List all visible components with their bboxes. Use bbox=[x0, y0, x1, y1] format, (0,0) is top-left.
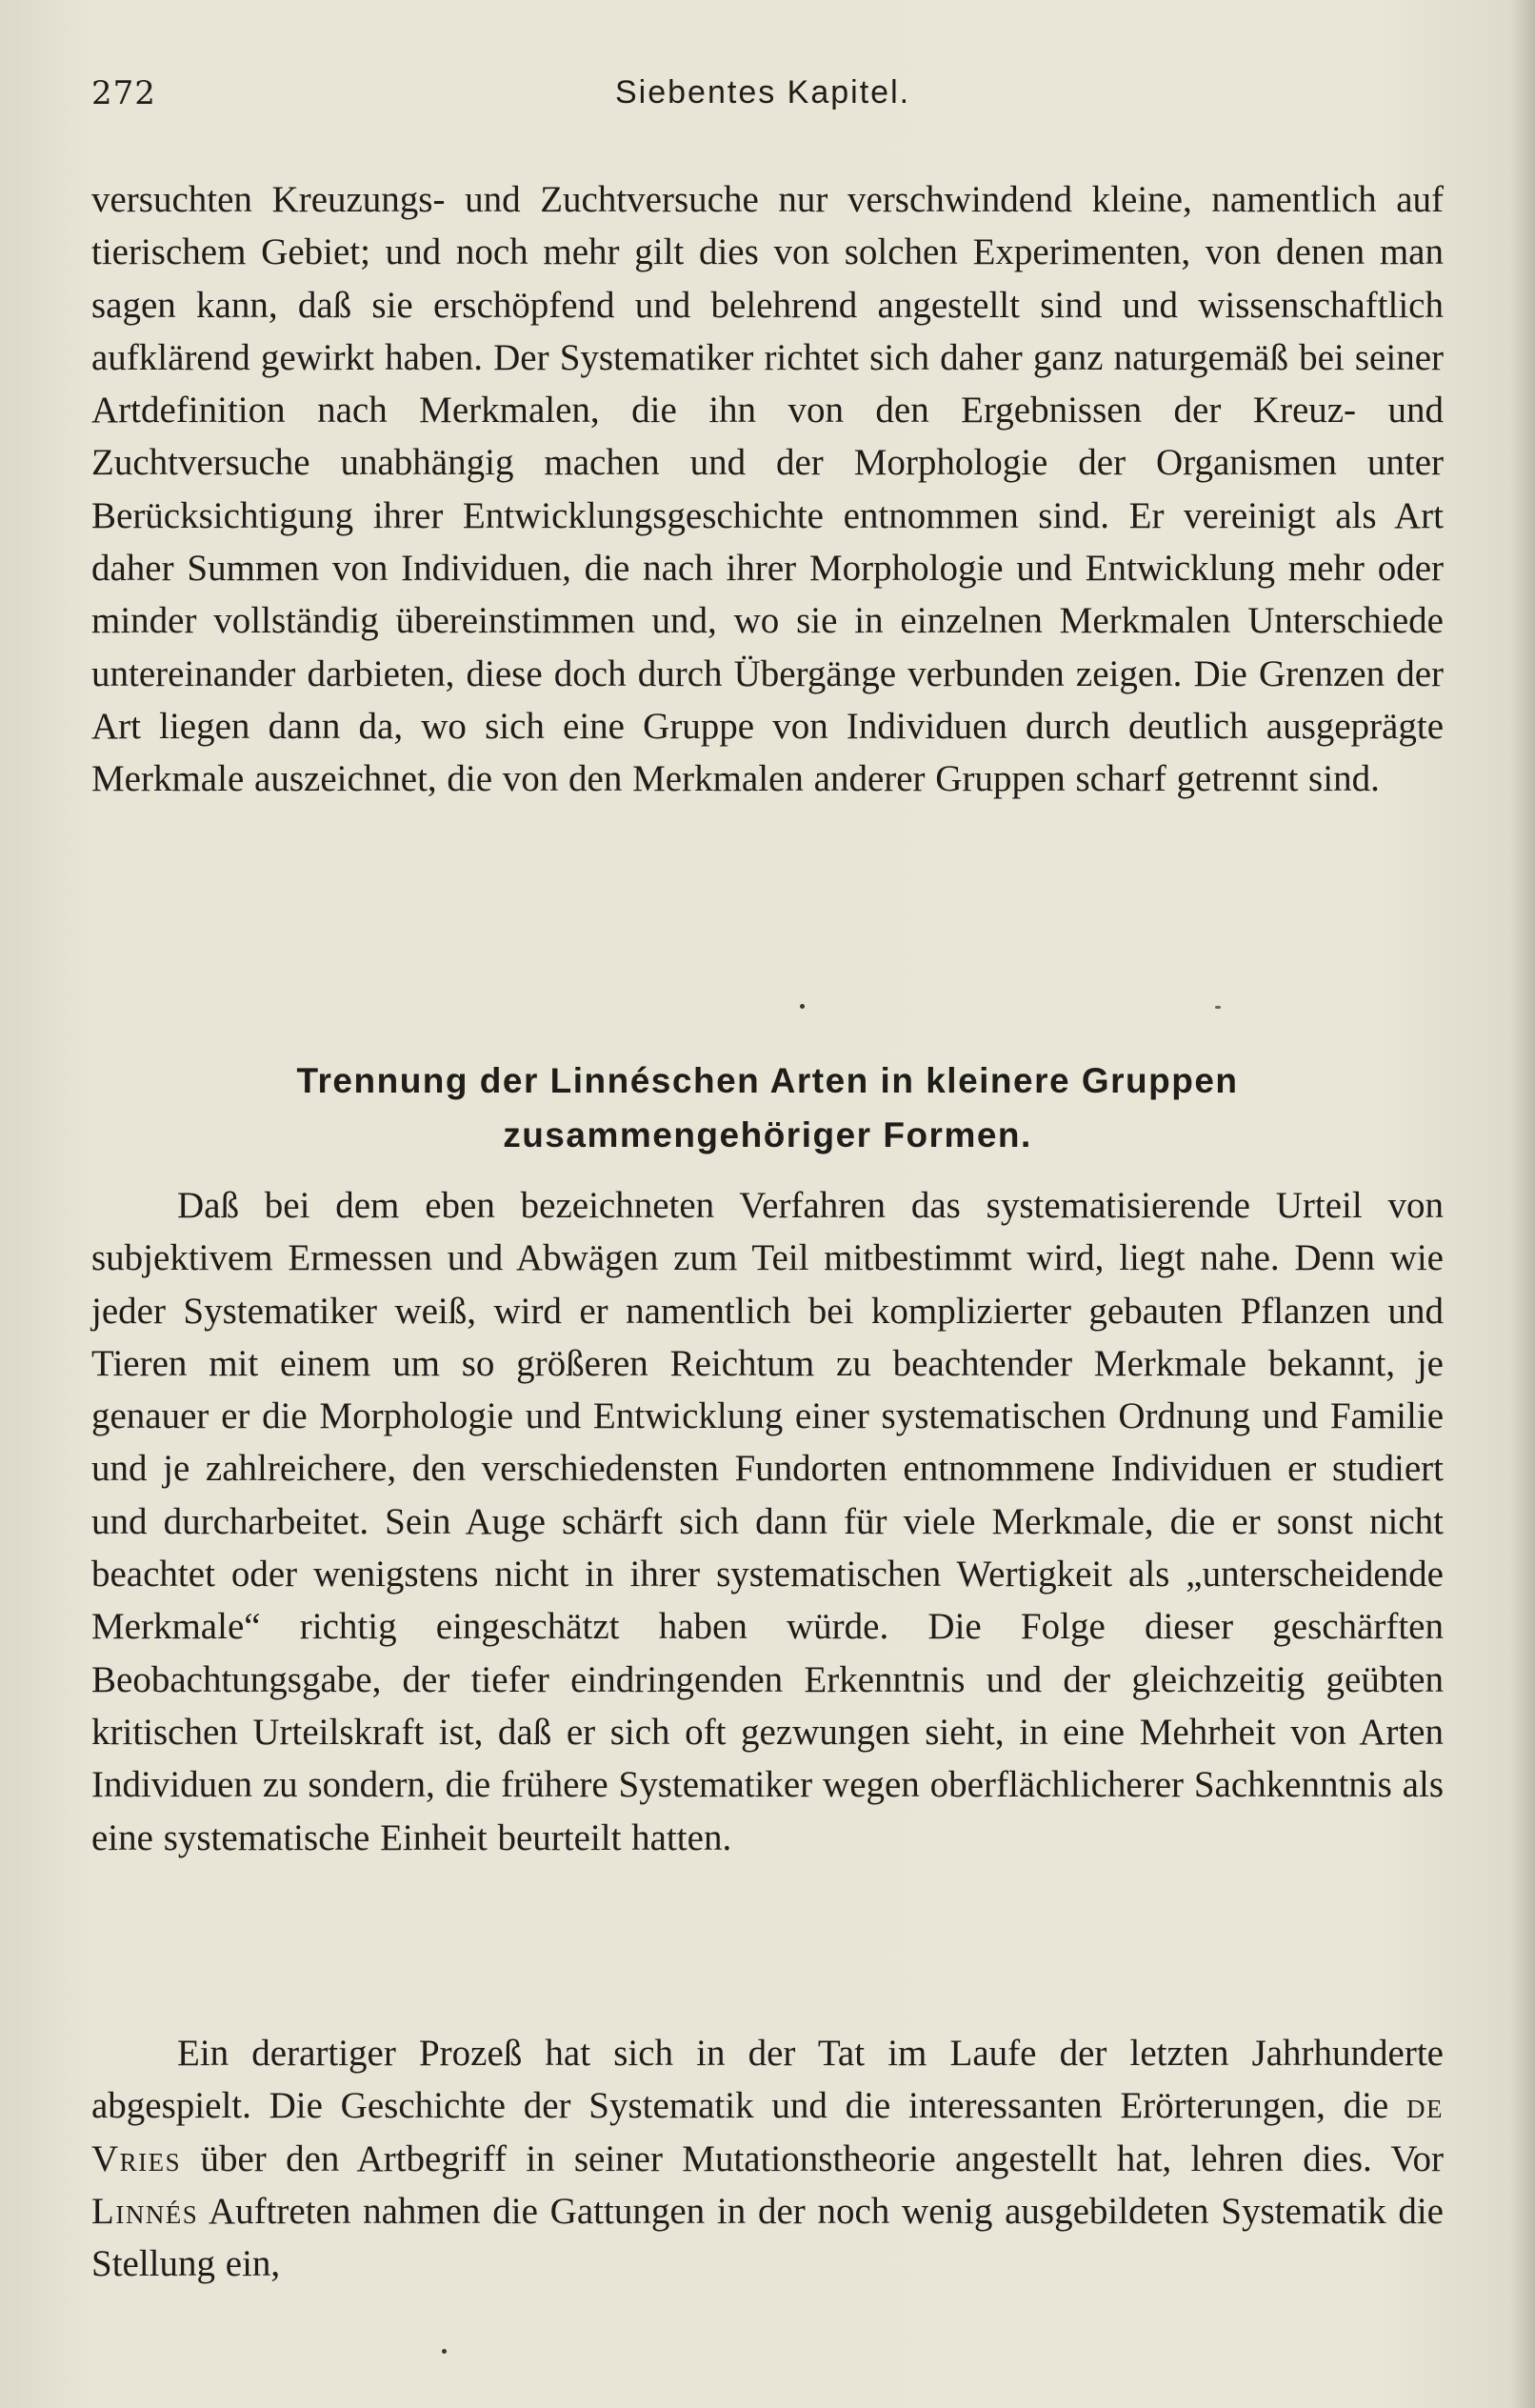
chapter-title: Siebentes Kapitel. bbox=[615, 74, 911, 110]
section-heading bbox=[91, 1054, 1444, 1162]
print-speck bbox=[442, 2349, 447, 2354]
print-speck bbox=[1215, 1006, 1221, 1009]
paragraph-3-text-1: Ein derartiger Prozeß hat sich in der Tat im Laufe der letzten Jahrhunderte abgespielt. Die Geschichte der Systematik und die interessanten Erörterungen, die bbox=[91, 2033, 1444, 2127]
section-heading-line-1: Trennung der Linnéschen Arten in kleinere Gruppen bbox=[296, 1061, 1239, 1100]
paragraph-3 bbox=[91, 2027, 1444, 2290]
page-edge-shadow bbox=[1510, 0, 1535, 2408]
paragraph-3-text-3: Auftreten nahmen die Gattungen in der noch wenig ausgebildeten Systematik die Stellung ein, bbox=[91, 2190, 1444, 2285]
print-speck bbox=[800, 1004, 805, 1009]
section-heading-line-2: zusammengehöriger Formen. bbox=[503, 1115, 1032, 1154]
author-name-linne: Linnés bbox=[91, 2190, 199, 2232]
page-number: 272 bbox=[91, 74, 156, 112]
paragraph-1: versuchten Kreuzungs- und Zuchtversuche nur verschwindend kleine, namentlich auf tierischem Gebiet; und noch mehr gilt dies von solchen Experimenten, von denen man sagen kann, daß sie erschöpfend und belehrend angestellt sind und wissenschaftlich aufklärend gewirkt haben. Der Systematiker richtet sich daher ganz naturgemäß bei seiner Artdefinition nach Merkmalen, die ihn von den Ergebnissen der Kreuz- und Zuchtversuche unabhängig machen und der Morphologie der Organismen unter Berücksichtigung ihrer Entwicklungsgeschichte entnommen sind. Er vereinigt als Art daher Summen von Individuen, die nach ihrer Morphologie und Entwicklung mehr oder minder vollständig übereinstimmen und, wo sie in einzelnen Merkmalen Unterschiede untereinander darbieten, diese doch durch Übergänge verbunden zeigen. Die Grenzen der Art liegen dann da, wo sich eine Gruppe von Individuen durch deutlich ausgeprägte Merkmale auszeichnet, die von den Merkmalen anderer Gruppen scharf getrennt sind. bbox=[91, 179, 1444, 800]
paragraph-3-text-2: über den Artbegriff in seiner Mutationstheorie angestellt hat, lehren dies. Vor bbox=[181, 2137, 1444, 2179]
author-name-de-vries: de Vries bbox=[91, 2085, 1444, 2179]
running-header bbox=[91, 74, 1444, 122]
paragraph-2: Daß bei dem eben bezeichneten Verfahren das systematisierende Urteil von subjektivem Ermessen und Abwägen zum Teil mitbestimmt wird, liegt nahe. Denn wie jeder Systematiker weiß, wird er namentlich bei komplizierter gebauten Pflanzen und Tieren mit einem um so größeren Reichtum zu beachtender Merkmale bekannt, je genauer er die Morphologie und Entwicklung einer systematischen Ordnung und Familie und je zahlreichere, den verschiedensten Fundorten entnommene Individuen er studiert und durcharbeitet. Sein Auge schärft sich dann für viele Merkmale, die er sonst nicht beachtet oder wenigstens nicht in ihrer systematischen Wertigkeit als „unterscheidende Merkmale“ richtig eingeschätzt haben würde. Die Folge dieser geschärften Beobachtungsgabe, der tiefer eindringenden Erkenntnis und der gleichzeitig geübten kritischen Urteilskraft ist, daß er sich oft gezwungen sieht, in eine Mehrheit von Arten Individuen zu sondern, die frühere Systematiker wegen oberflächlicherer Sachkenntnis als eine systematische Einheit beurteilt hatten. bbox=[91, 1185, 1444, 1858]
